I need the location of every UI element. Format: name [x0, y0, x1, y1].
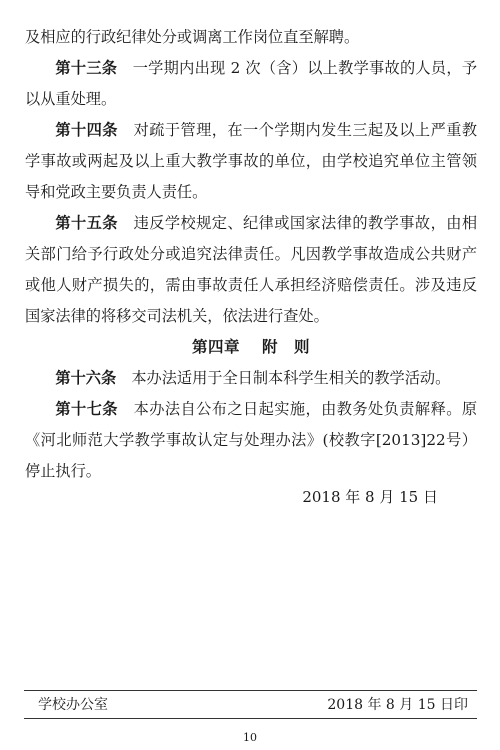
- article-text: 一学期内出现 2 次（含）以上教学事故的人员，予以从重处理。: [25, 59, 478, 108]
- paragraph-text: 及相应的行政纪律处分或调离工作岗位直至解聘。: [25, 28, 360, 46]
- article-title: 第十五条: [55, 214, 118, 232]
- chapter-title: 附 则: [262, 338, 311, 356]
- article-14: [25, 115, 477, 208]
- footer-bottom-rule: [24, 718, 477, 719]
- article-text: 本办法适用于全日制本科学生相关的教学活动。: [131, 369, 451, 387]
- article-17: [25, 394, 477, 487]
- article-16: [25, 363, 477, 394]
- document-date: 2018 年 8 月 15 日: [302, 488, 438, 506]
- article-title: 第十四条: [55, 121, 118, 139]
- article-13: [25, 53, 477, 115]
- article-title: 第十六条: [55, 369, 117, 387]
- footer-office: 学校办公室: [38, 697, 108, 713]
- article-text: 对疏于管理，在一个学期内发生三起及以上严重教学事故或两起及以上重大教学事故的单位，由学校追究单位主管领导和党政主要负责人责任。: [25, 121, 478, 201]
- article-15: [25, 208, 477, 332]
- article-text: 违反学校规定、纪律或国家法律的教学事故，由相关部门给予行政处分或追究法律责任。凡因教学事故造成公共财产或他人财产损失的，需由事故责任人承担经济赔偿责任。涉及违反国家法律的将移交司法机关，依法进行查处。: [25, 214, 478, 325]
- page-number: 10: [243, 731, 257, 744]
- article-text: 本办法自公布之日起实施，由教务处负责解释。原《河北师范大学教学事故认定与处理办法》(校教字[2013]22号）停止执行。: [25, 400, 478, 480]
- article-title: 第十三条: [55, 59, 118, 77]
- article-title: 第十七条: [55, 400, 118, 418]
- paragraph-continuation: [25, 22, 477, 53]
- footer-top-rule: [24, 690, 477, 691]
- chapter-heading: [25, 332, 477, 363]
- chapter-number: 第四章: [191, 338, 240, 356]
- document-body: [25, 22, 477, 487]
- footer-print-date: 2018 年 8 月 15 日印: [327, 697, 468, 713]
